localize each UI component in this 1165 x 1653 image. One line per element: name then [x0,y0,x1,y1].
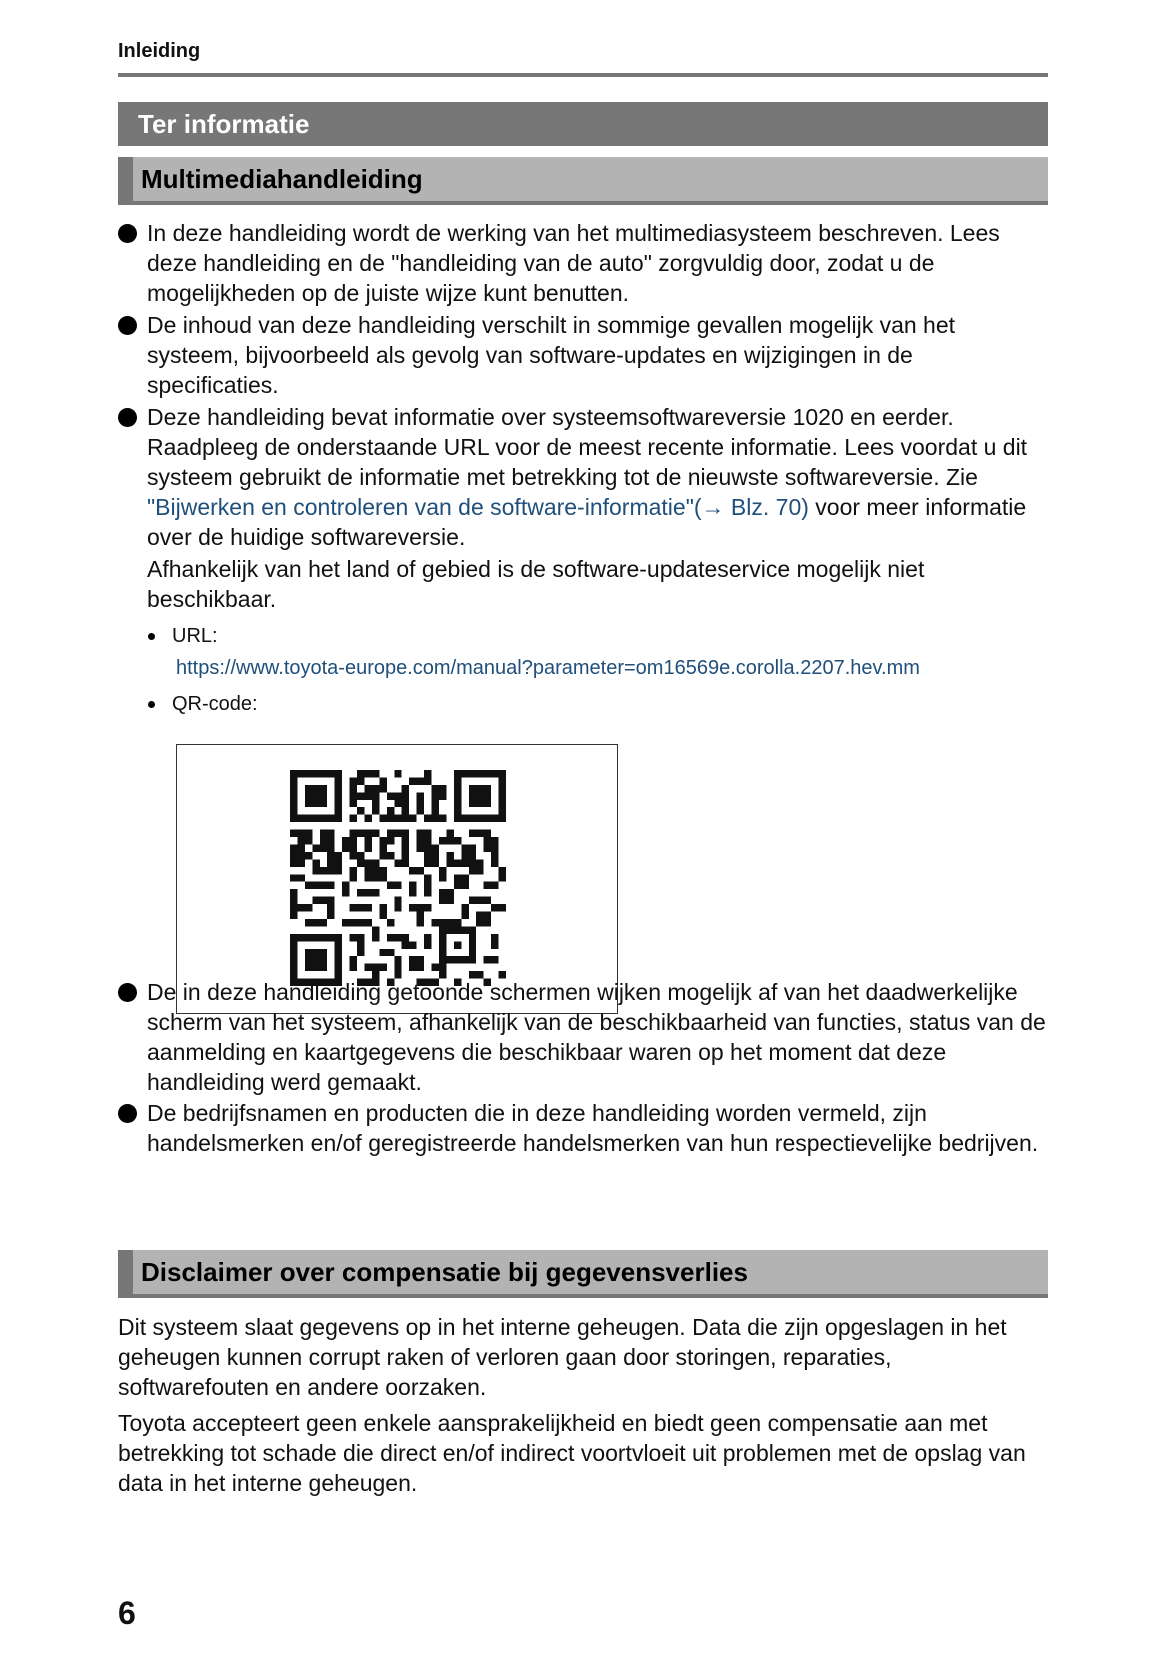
page-number: 6 [118,1595,136,1631]
bullet-icon [118,1104,137,1123]
bullet-icon [118,224,137,243]
bullet-item [118,218,1048,308]
small-bullet-icon [148,633,155,640]
bullet-text: In deze handleiding wordt de werking van het multimediasysteem beschreven. Lees deze handleiding en de "handleiding van de auto" zorgvuldig door, zodat u de mogelijkheden op de juiste wijze kunt benutten. [147,220,1000,306]
sub-item-url [148,622,218,650]
sub-item-qr [148,690,258,718]
section-title-disclaimer: Disclaimer over compensatie bij gegevensverlies [118,1250,1048,1298]
bullet-item [118,402,1048,552]
qr-code-icon[interactable] [290,770,506,986]
qr-code-frame [176,744,618,1014]
disclaimer-paragraph: Toyota accepteert geen enkele aansprakelijkheid en biedt geen compensatie aan met betrekking tot schade die direct en/of indirect voortvloeit uit problemen met de opslag van data in het interne geheugen. [118,1410,1026,1496]
bullet-text: De bedrijfsnamen en producten die in deze handleiding worden vermeld, zijn handelsmerken en/of geregistreerde handelsmerken van hun respectievelijke bedrijven. [147,1100,1039,1156]
running-header: Inleiding [118,40,201,62]
bullet-text [147,402,1048,552]
bullet-text: De in deze handleiding getoonde schermen wijken mogelijk af van het daadwerkelijke scherm van het systeem, afhankelijk van de beschikbaarheid van functies, status van de aanmelding en kaartgegevens die beschikbaar waren op het moment dat deze handleiding werd gemaakt. [147,979,1046,1095]
bullet-text-before-link: Deze handleiding bevat informatie over systeemsoftwareversie 1020 en eerder. Raadpleeg de onderstaande URL voor de meest recente informatie. Lees voordat u dit systeem gebruikt de informatie met betrekking tot de nieuwste softwareversie. Zie [147,404,1028,490]
disclaimer-paragraph: Dit systeem slaat gegevens op in het interne geheugen. Data die zijn opgeslagen in het geheugen kunnen corrupt raken of verloren gaan door storingen, reparaties, softwarefouten en andere oorzaken. [118,1314,1007,1400]
bullet-icon [118,316,137,335]
bullet-item [118,1098,1048,1158]
bullet-item [118,310,1048,400]
header-divider [118,73,1048,77]
bullet-item [118,977,1048,1097]
bullet-icon [118,983,137,1002]
chapter-title: Ter informatie [118,102,1048,146]
manual-url-link[interactable]: https://www.toyota-europe.com/manual?parameter=om16569e.corolla.2207.hev.mm [176,657,920,679]
small-bullet-icon [148,701,155,708]
cross-reference-link[interactable]: "Bijwerken en controleren van de software-informatie"(→ Blz. 70) [147,494,809,520]
availability-note: Afhankelijk van het land of gebied is de software-updateservice mogelijk niet beschikbaar. [147,556,925,612]
sub-item-label: URL: [172,625,218,647]
bullet-text: De inhoud van deze handleiding verschilt in sommige gevallen mogelijk van het systeem, bijvoorbeeld als gevolg van software-updates en wijzigingen in de specificaties. [147,312,956,398]
sub-item-label: QR-code: [172,693,258,715]
section-title-multimedia: Multimediahandleiding [118,157,1048,205]
bullet-text-after-link: voor meer informatie over de huidige softwareversie. [147,494,1027,550]
bullet-icon [118,408,137,427]
